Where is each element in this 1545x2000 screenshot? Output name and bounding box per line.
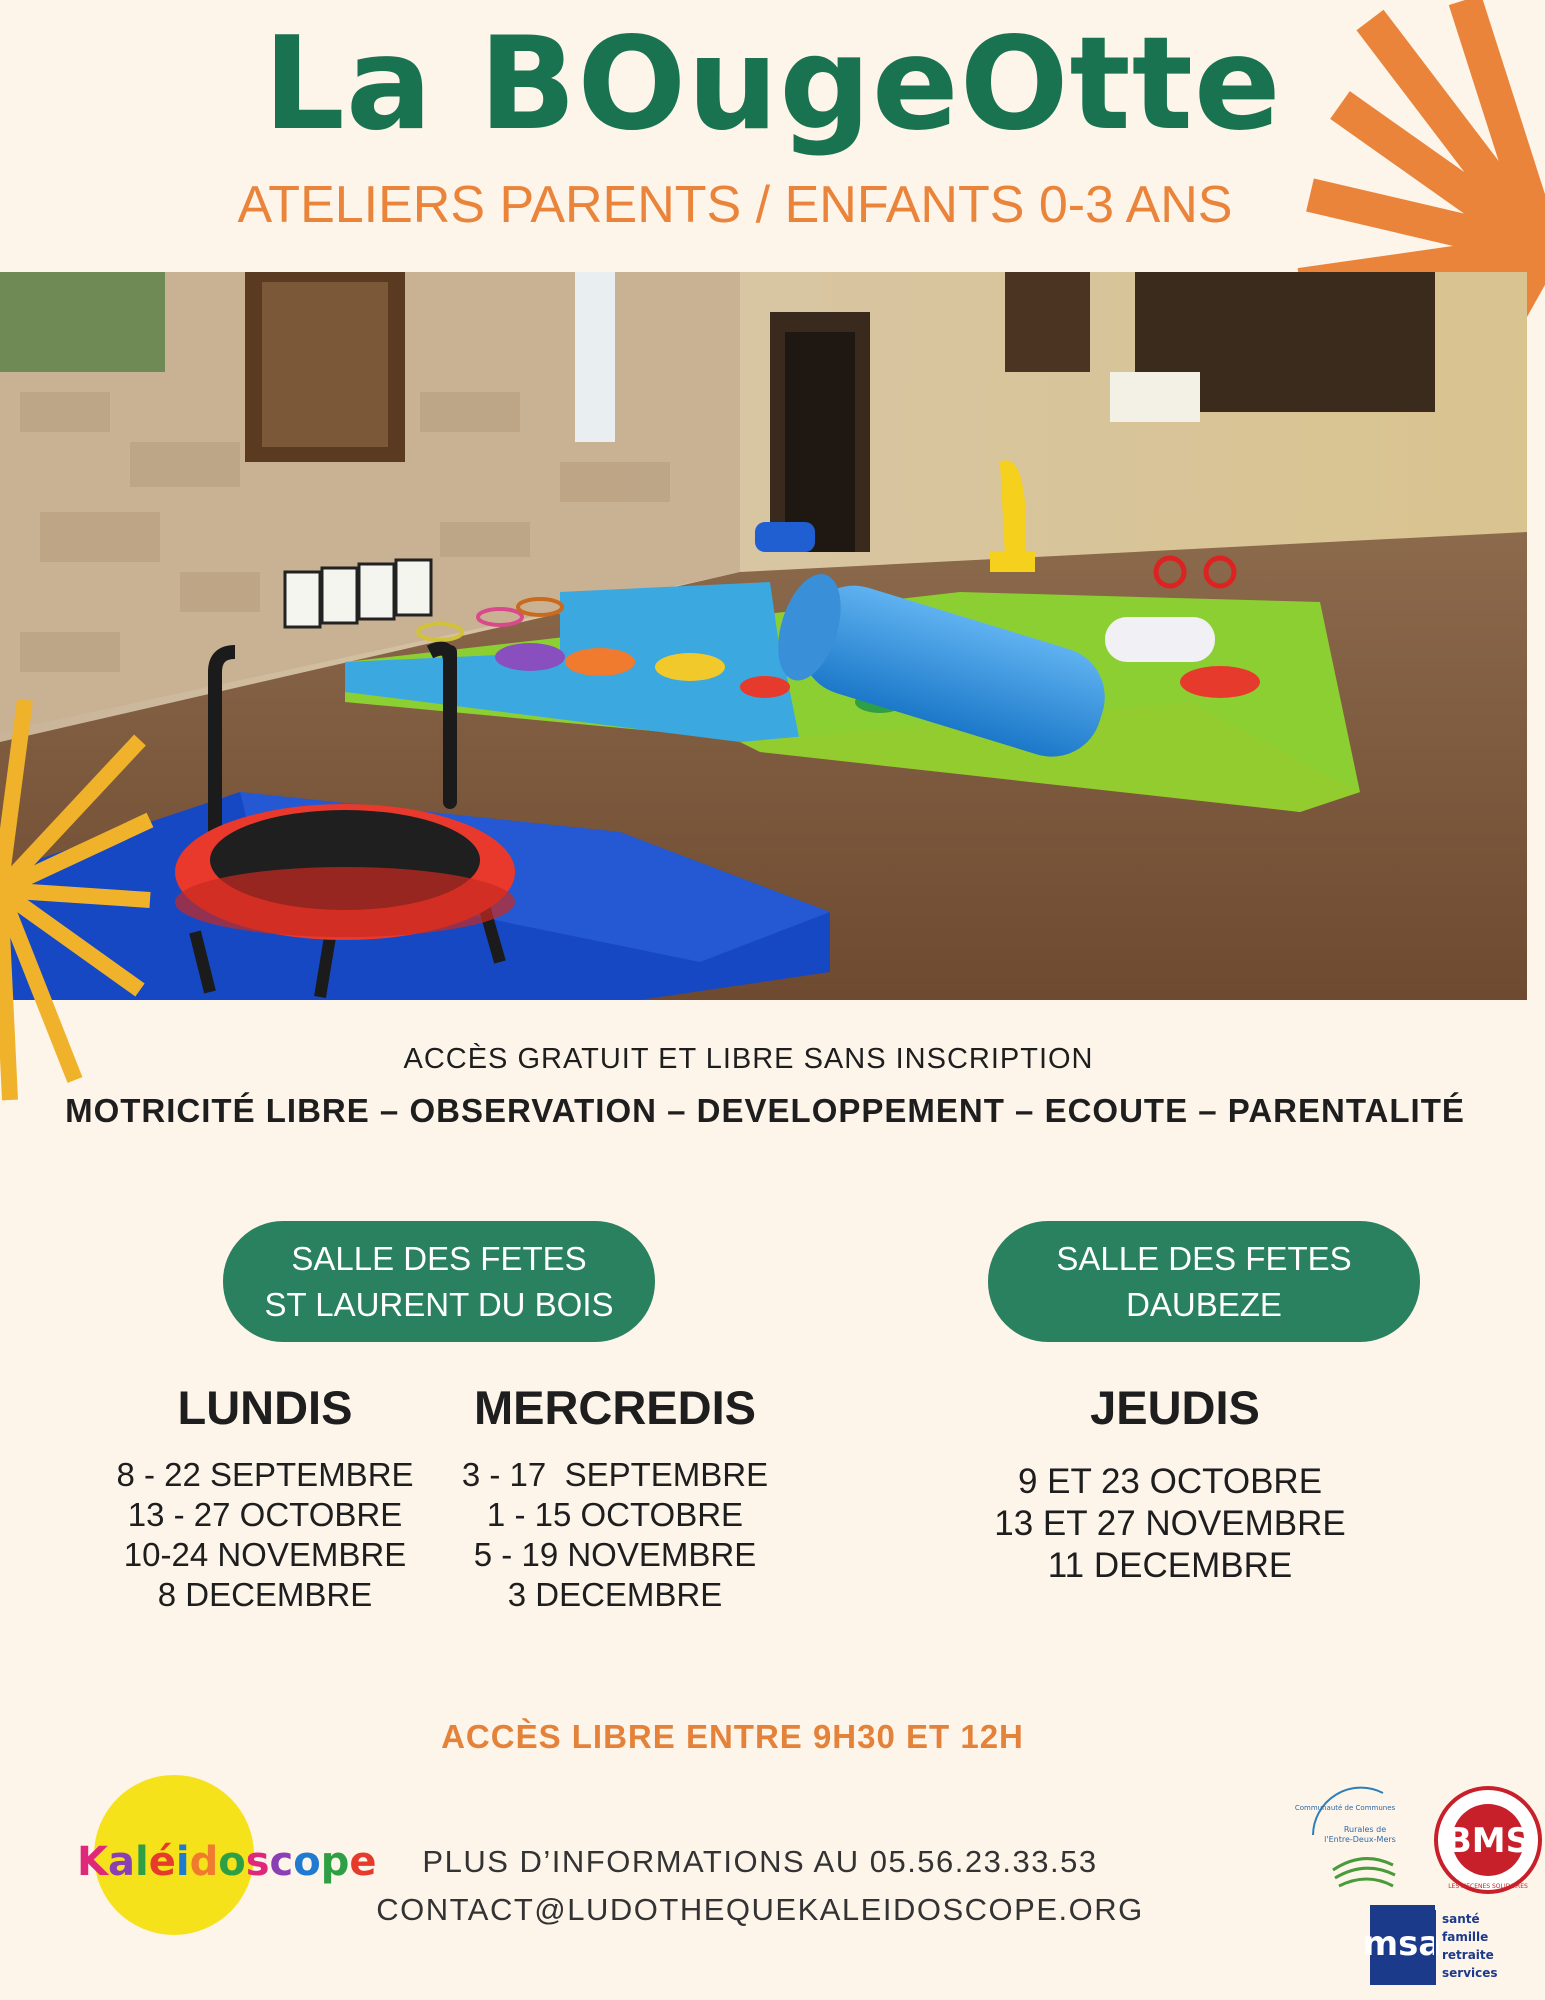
contact-block <box>330 1838 1190 1934</box>
opening-hours: ACCÈS LIBRE ENTRE 9H30 ET 12H <box>441 1718 1024 1755</box>
access-note: ACCÈS GRATUIT ET LIBRE SANS INSCRIPTION <box>403 1043 1094 1075</box>
venue-badge-daubeze <box>988 1221 1420 1342</box>
venue-badge-st-laurent <box>223 1221 655 1342</box>
svg-text:l'Entre-Deux-Mers: l'Entre-Deux-Mers <box>1324 1835 1396 1844</box>
keywords-line: MOTRICITÉ LIBRE – OBSERVATION – DEVELOPPEMENT – ECOUTE – PARENTALITÉ <box>65 1092 1465 1129</box>
date-item: 11 DECEMBRE <box>1047 1546 1293 1585</box>
page-subtitle: ATELIERS PARENTS / ENFANTS 0-3 ANS <box>237 176 1233 234</box>
page-title: La BOugeOtte <box>263 10 1282 159</box>
date-item: 13 ET 27 NOVEMBRE <box>994 1504 1346 1543</box>
svg-text:retraite: retraite <box>1442 1948 1494 1962</box>
room-photo <box>0 272 1527 1000</box>
contact-email[interactable]: CONTACT@LUDOTHEQUEKALEIDOSCOPE.ORG <box>376 1892 1144 1927</box>
venue-line: SALLE DES FETES <box>291 1239 587 1277</box>
date-item: 1 - 15 OCTOBRE <box>486 1496 744 1533</box>
day-heading-jeudis: JEUDIS <box>1090 1381 1260 1434</box>
svg-text:famille: famille <box>1442 1930 1489 1944</box>
date-item: 10-24 NOVEMBRE <box>123 1536 407 1573</box>
date-item: 8 - 22 SEPTEMBRE <box>116 1456 414 1493</box>
date-item: 13 - 27 OCTOBRE <box>127 1496 403 1533</box>
svg-text:Kaléidoscope: Kaléidoscope <box>77 1839 377 1885</box>
day-heading-mercredis: MERCREDIS <box>473 1381 757 1434</box>
svg-text:Rurales de: Rurales de <box>1343 1825 1387 1834</box>
venue-line: ST LAURENT DU BOIS <box>264 1285 614 1323</box>
svg-text:Communauté de Communes: Communauté de Communes <box>1294 1804 1396 1812</box>
dates-list-jeudis <box>960 1461 1380 1587</box>
venue-line: DAUBEZE <box>1126 1285 1282 1323</box>
date-item: 5 - 19 NOVEMBRE <box>473 1536 757 1573</box>
venue-line: SALLE DES FETES <box>1056 1239 1352 1277</box>
mecenes-logo <box>1436 1788 1540 1892</box>
svg-text:LES MECENES SOLIDAIRES: LES MECENES SOLIDAIRES <box>1448 1883 1528 1890</box>
svg-text:services: services <box>1442 1966 1498 1980</box>
dates-list-lundis <box>100 1455 430 1615</box>
msa-logo <box>1363 1905 1498 1985</box>
dates-list-mercredis <box>450 1455 780 1615</box>
kaleidoscope-logo <box>72 1770 377 1955</box>
date-item: 3 - 17 SEPTEMBRE <box>461 1456 769 1493</box>
cdc-logo <box>1295 1788 1396 1886</box>
svg-text:BMS: BMS <box>1445 1821 1531 1861</box>
partner-logos <box>1294 1780 1545 2000</box>
contact-phone: PLUS D’INFORMATIONS AU 05.56.23.33.53 <box>422 1844 1098 1879</box>
date-item: 9 ET 23 OCTOBRE <box>1017 1462 1323 1501</box>
date-item: 3 DECEMBRE <box>507 1576 723 1613</box>
svg-text:msa: msa <box>1362 1924 1442 1964</box>
date-item: 8 DECEMBRE <box>157 1576 373 1613</box>
day-heading-lundis: LUNDIS <box>177 1381 353 1434</box>
svg-text:santé: santé <box>1442 1912 1480 1926</box>
